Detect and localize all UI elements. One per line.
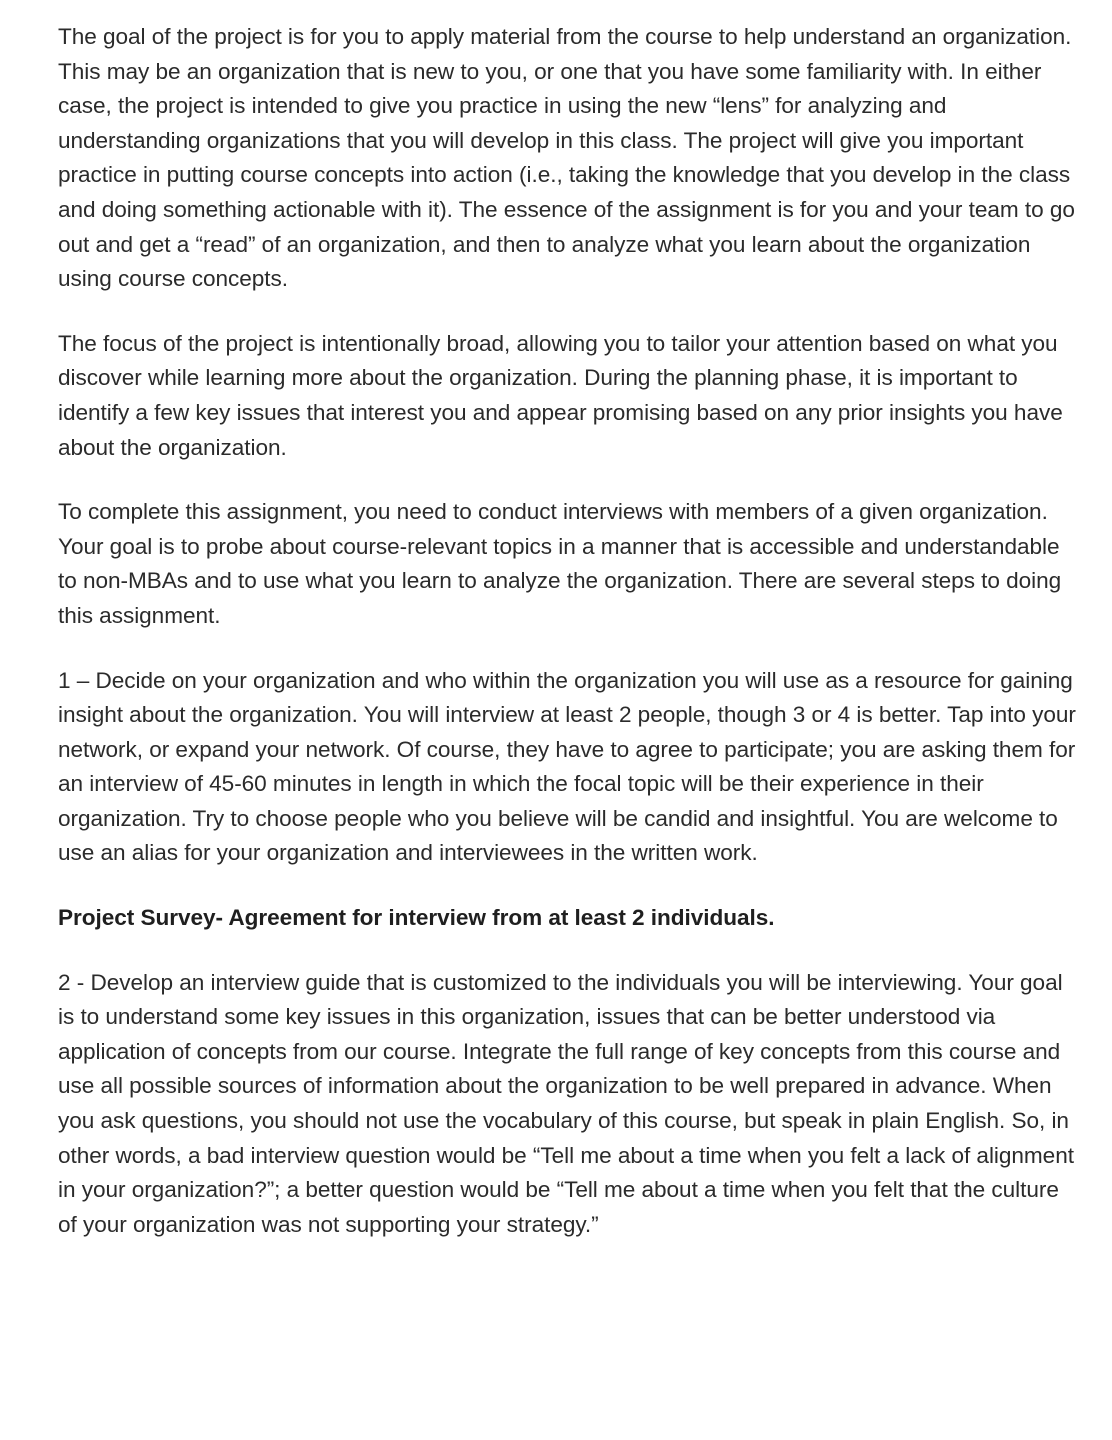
paragraph-step-2: 2 - Develop an interview guide that is customized to the individuals you will be interviewing. Your goal is to understand some key issues in this organization, issues that can be better understood via application of concepts from our course. Integrate the full range of key concepts from this course and use all possible sources of information about the organization to be well prepared in advance. When you ask questions, you should not use the vocabulary of this course, but speak in plain English. So, in other words, a bad interview question would be “Tell me about a time when you felt a lack of alignment in your organization?”; a better question would be “Tell me about a time when you felt that the culture of your organization was not supporting your strategy.” (58, 969, 1074, 1237)
paragraph-project-focus: The focus of the project is intentionally broad, allowing you to tailor your attention based on what you discover while learning more about the organization. During the planning phase, it is important to identify a few key issues that interest you and appear promising based on any prior insights you have about the organization. (58, 330, 1063, 460)
paragraph-step-1: 1 – Decide on your organization and who within the organization you will use as a resource for gaining insight about the organization. You will interview at least 2 people, though 3 or 4 is better. Tap into your network, or expand your network. Of course, they have to agree to participate; you are asking them for an interview of 45-60 minutes in length in which the focal topic will be their experience in their organization. Try to choose people who you believe will be candid and insightful. You are welcome to use an alias for your organization and interviewees in the written work. (58, 667, 1076, 866)
project-survey-heading: Project Survey- Agreement for interview from at least 2 individuals. (58, 905, 775, 931)
document-page (58, 20, 1080, 1272)
paragraph-assignment-overview: To complete this assignment, you need to conduct interviews with members of a given organization. Your goal is to probe about course-relevant topics in a manner that is accessible and understandable to non-MBAs and to use what you learn to analyze the organization. There are several steps to doing this assignment. (58, 499, 1062, 628)
paragraph-project-goal: The goal of the project is for you to apply material from the course to help understand an organization. This may be an organization that is new to you, or one that you have some familiarity with. In either case, the project is intended to give you practice in using the new “lens” for analyzing and understanding organizations that you will develop in this class. The project will give you important practice in putting course concepts into action (i.e., taking the knowledge that you develop in the class and doing something actionable with it). The essence of the assignment is for you and your team to go out and get a “read” of an organization, and then to analyze what you learn about the organization using course concepts. (58, 24, 1075, 292)
